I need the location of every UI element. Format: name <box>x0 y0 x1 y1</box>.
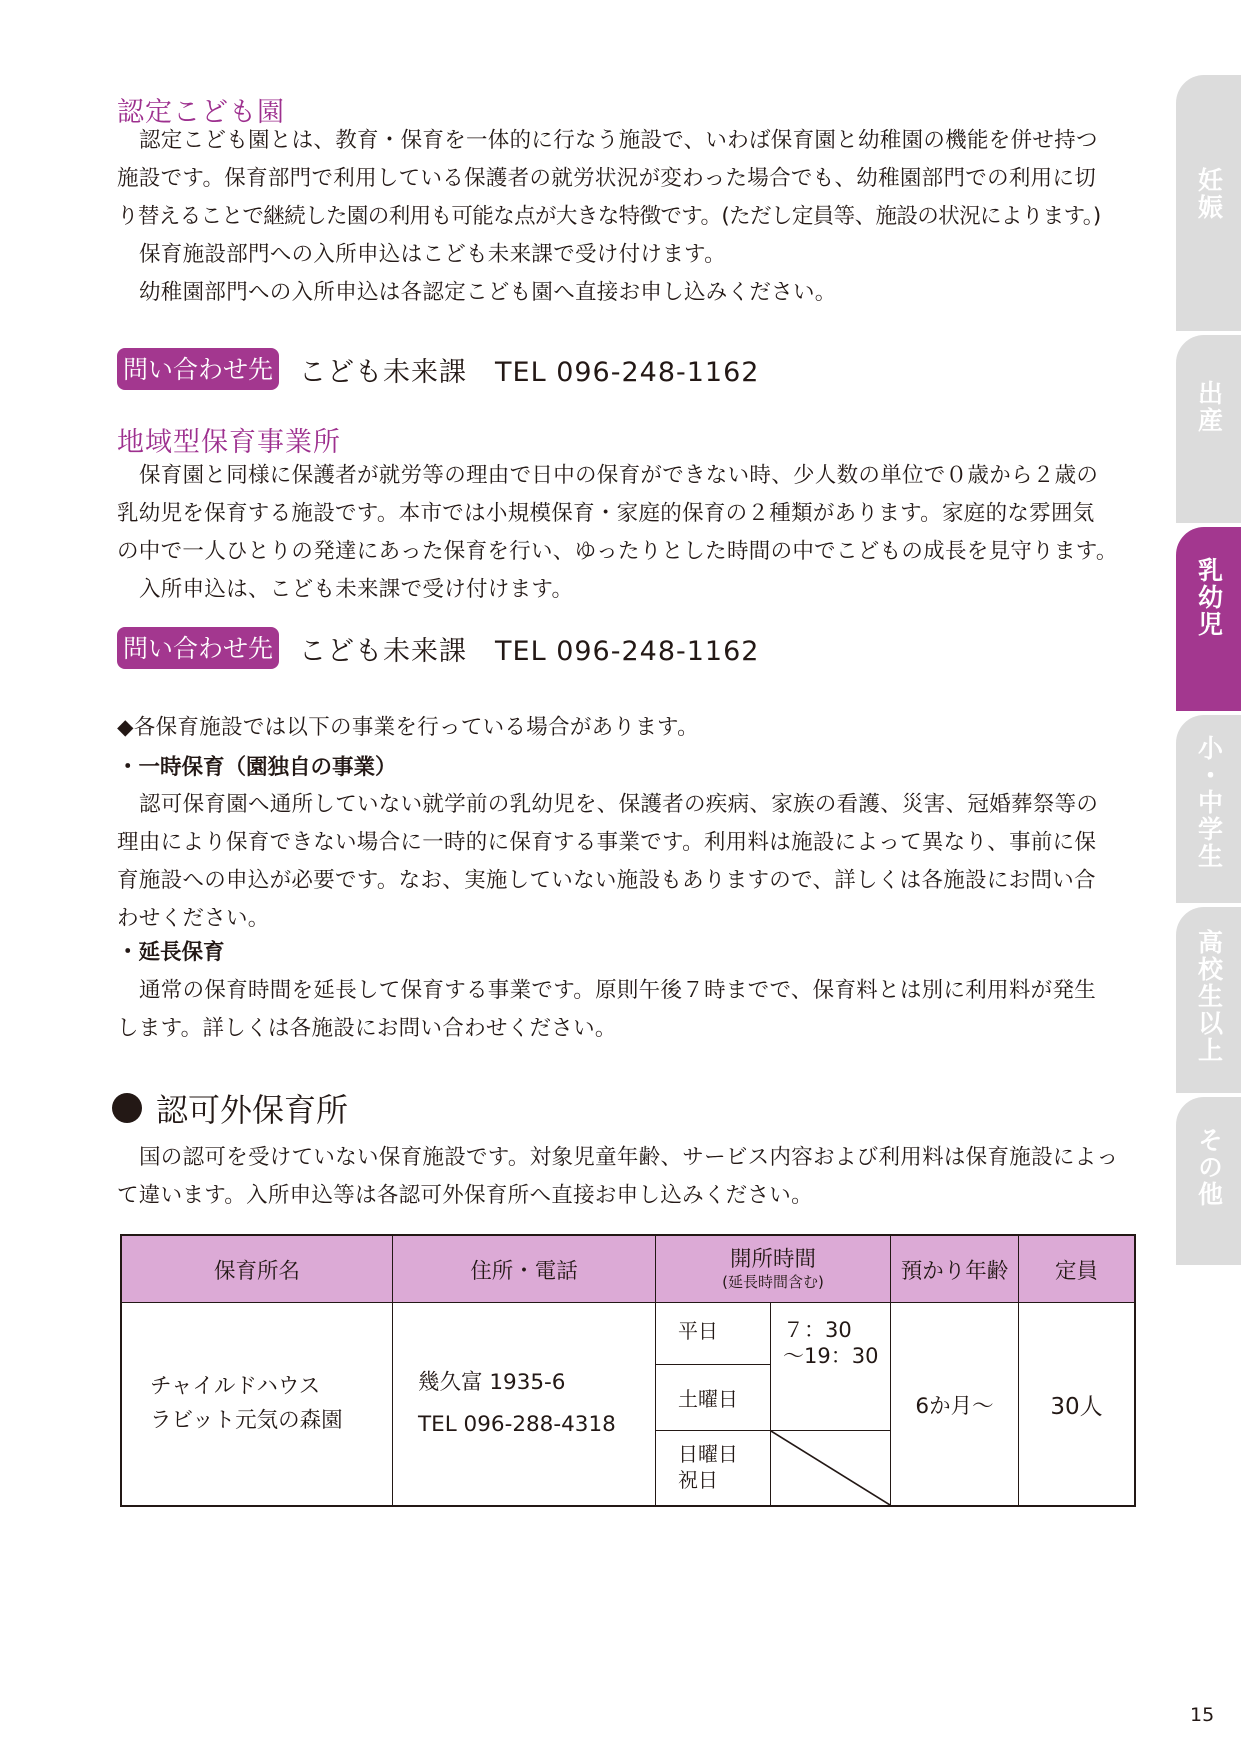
paragraph-line: て違います。入所申込等は各認可外保育所へ直接お申し込みください。 <box>117 1183 813 1208</box>
capacity-cell: 30人 <box>1019 1303 1136 1507</box>
tab-birth[interactable] <box>1176 335 1241 525</box>
contact-info <box>117 627 759 669</box>
paragraph-line: 認定こども園とは、教育・保育を一体的に行なう施設で、いわば保育園と幼稚園の機能を併せ持つ <box>139 128 1098 153</box>
tab-label: 高校生以上 <box>1194 929 1224 1064</box>
paragraph-line: の中で一人ひとりの発達にあった保育を行い、ゆったりとした時間の中でこどもの成長を見守ります。 <box>117 539 1118 564</box>
sunday-label: 日曜日 <box>678 1442 738 1466</box>
temp-care-body <box>117 786 1167 938</box>
hours-start: ７：30 <box>783 1318 852 1342</box>
header-name: 保育所名 <box>121 1235 393 1303</box>
paragraph-line: 乳幼児を保育する施設です。本市では小規模保育・家庭的保育の２種類があります。家庭的な雰囲気 <box>117 501 1095 526</box>
table-row <box>121 1303 1135 1365</box>
header-hours-note: (延長時間含む) <box>722 1273 824 1291</box>
section-title-ninkagai <box>112 1085 348 1131</box>
contact-badge: 問い合わせ先 <box>117 627 279 669</box>
tab-label: 乳幼児 <box>1194 557 1224 638</box>
paragraph-line: します。詳しくは各施設にお問い合わせください。 <box>117 1016 617 1041</box>
paragraph-line: 保育園と同様に保護者が就労等の理由で日中の保育ができない時、少人数の単位で０歳から２歳の <box>139 463 1099 488</box>
contact-badge: 問い合わせ先 <box>117 348 279 390</box>
tab-label: その他 <box>1194 1127 1224 1208</box>
paragraph-line: 育施設への申込が必要です。なお、実施していない施設もありますので、詳しくは各施設にお問い合 <box>117 868 1096 893</box>
table-header-row <box>121 1235 1135 1303</box>
closed-slash-icon <box>771 1431 890 1505</box>
tab-pregnancy[interactable] <box>1176 75 1241 333</box>
extended-care-title: ・延長保育 <box>117 940 225 965</box>
facility-tel: TEL 096-288-4318 <box>418 1412 616 1437</box>
paragraph-line: 保育施設部門への入所申込はこども未来課で受け付けます。 <box>139 242 726 267</box>
age-cell: 6か月〜 <box>891 1303 1019 1507</box>
facility-address-cell <box>393 1303 656 1507</box>
weekday-label: 平日 <box>656 1303 771 1365</box>
paragraph-line: り替えることで継続した園の利用も可能な点が大きな特徴です。(ただし定員等、施設の状況によります。) <box>117 204 1101 229</box>
header-hours-label: 開所時間 <box>729 1247 816 1272</box>
tab-label: 妊娠 <box>1194 167 1224 221</box>
hours-end: 〜19：30 <box>783 1344 879 1368</box>
sunday-holiday-label <box>656 1431 771 1507</box>
facility-name-line: チャイルドハウス <box>150 1374 321 1399</box>
holiday-label: 祝日 <box>678 1468 718 1492</box>
page-number: 15 <box>1190 1704 1215 1726</box>
section-body-chiiki <box>117 457 1167 609</box>
facility-name-cell <box>121 1303 393 1507</box>
paragraph-line: わせください。 <box>117 906 270 931</box>
paragraph-line: 認可保育園へ通所していない就学前の乳幼児を、保護者の疾病、家族の看護、災害、冠婚葬祭等の <box>139 792 1099 817</box>
section-body-nintei <box>117 122 1167 312</box>
tab-high-school[interactable] <box>1176 907 1241 1095</box>
header-address: 住所・電話 <box>393 1235 656 1303</box>
facility-name-line: ラビット元気の森園 <box>150 1408 343 1433</box>
tab-elementary-junior[interactable] <box>1176 715 1241 905</box>
facility-table <box>120 1234 1136 1507</box>
category-tabs <box>1176 75 1241 1267</box>
section-body-ninkagai <box>117 1139 1167 1215</box>
paragraph-line: 国の認可を受けていない保育施設です。対象児童年齢、サービス内容および利用料は保育施設によっ <box>139 1145 1119 1170</box>
paragraph-line: 施設です。保育部門で利用している保護者の就労状況が変わった場合でも、幼稚園部門での利用に切 <box>117 166 1097 191</box>
paragraph-line: 通常の保育時間を延長して保育する事業です。原則午後７時までで、保育料とは別に利用料が発生 <box>139 978 1097 1003</box>
tab-other[interactable] <box>1176 1097 1241 1267</box>
contact-text: こども未来課 TEL 096-248-1162 <box>299 356 760 388</box>
contact-info <box>117 348 759 390</box>
section-title-chiiki: 地域型保育事業所 <box>117 427 341 458</box>
closed-cell <box>771 1431 891 1507</box>
paragraph-line: 幼稚園部門への入所申込は各認定こども園へ直接お申し込みください。 <box>139 280 837 305</box>
section-title-text: 認可外保育所 <box>156 1091 349 1129</box>
header-capacity: 定員 <box>1019 1235 1136 1303</box>
extended-care-body <box>117 972 1167 1048</box>
tab-infant[interactable] <box>1176 527 1241 713</box>
temp-care-title: ・一時保育（園独自の事業） <box>117 755 397 780</box>
notes-intro: ◆各保育施設では以下の事業を行っている場合があります。 <box>117 715 699 740</box>
tab-label: 出産 <box>1194 380 1224 434</box>
hours-cell <box>771 1303 891 1431</box>
tab-label: 小・中学生 <box>1194 735 1224 870</box>
contact-text: こども未来課 TEL 096-248-1162 <box>299 635 760 667</box>
header-hours <box>656 1235 891 1303</box>
section-title-nintei: 認定こども園 <box>117 97 285 128</box>
paragraph-line: 入所申込は、こども未来課で受け付けます。 <box>139 577 574 602</box>
facility-address: 幾久富 1935-6 <box>418 1370 566 1395</box>
header-age: 預かり年齢 <box>891 1235 1019 1303</box>
saturday-label: 土曜日 <box>656 1365 771 1431</box>
bullet-icon <box>112 1093 142 1123</box>
paragraph-line: 理由により保育できない場合に一時的に保育する事業です。利用料は施設によって異なり、事前に保 <box>117 830 1097 855</box>
